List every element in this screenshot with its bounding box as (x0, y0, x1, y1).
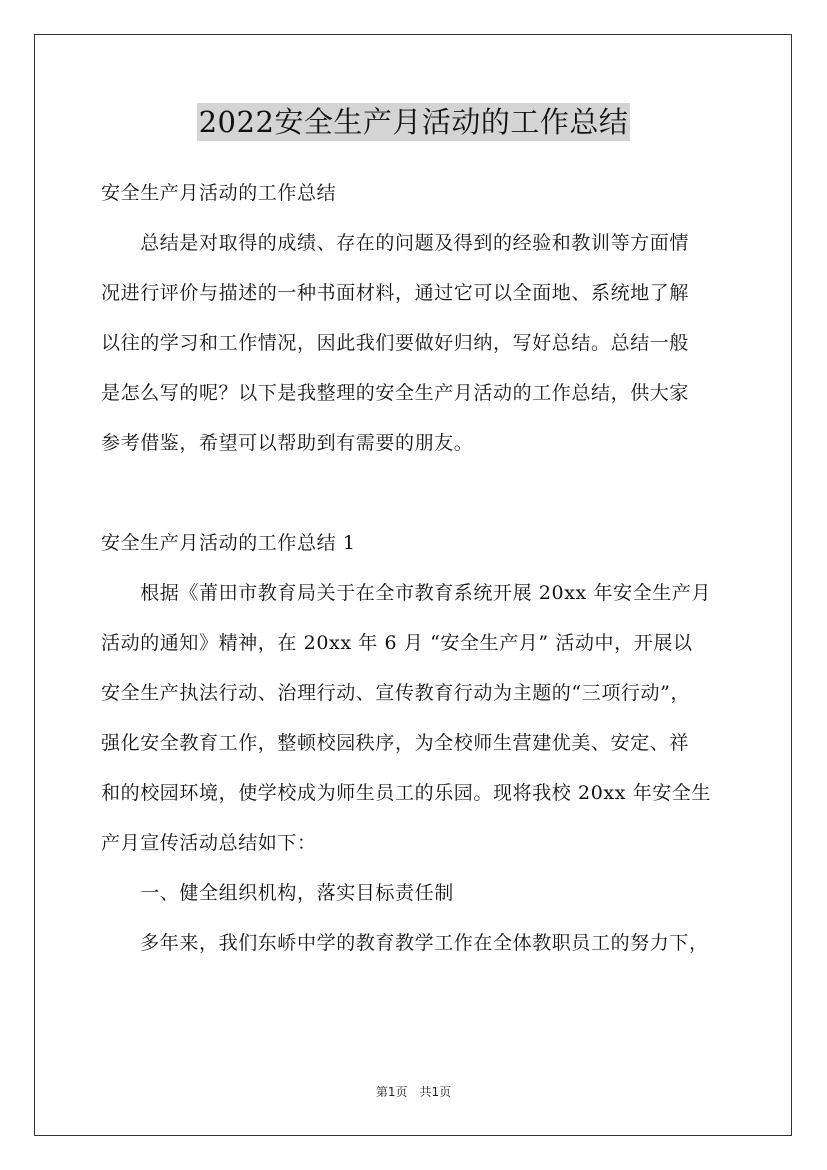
paragraph-line: 以往的学习和工作情况，因此我们要做好归纳，写好总结。总结一般 (101, 332, 690, 354)
document-title (0, 100, 827, 141)
paragraph-line: 是怎么写的呢？以下是我整理的安全生产月活动的工作总结，供大家 (101, 382, 690, 404)
paragraph-line: 根据《莆田市教育局关于在全市教育系统开展 20xx 年安全生产月 (101, 582, 712, 604)
paragraph-line: 强化安全教育工作，整顿校园秩序，为全校师生营建优美、安定、祥 (101, 732, 690, 754)
paragraph-line: 况进行评价与描述的一种书面材料，通过它可以全面地、系统地了解 (101, 282, 690, 304)
paragraph-line: 总结是对取得的成绩、存在的问题及得到的经验和教训等方面情 (101, 232, 690, 254)
page-number-label: 第1页 共1页 (375, 1085, 452, 1099)
document-title-text: 2022安全生产月活动的工作总结 (198, 105, 629, 139)
paragraph-line: 参考借鉴，希望可以帮助到有需要的朋友。 (101, 432, 474, 454)
paragraph-line: 产月宣传活动总结如下： (101, 832, 317, 854)
subtitle: 安全生产月活动的工作总结 (101, 182, 337, 204)
paragraph-line: 和的校园环境，使学校成为师生员工的乐园。现将我校 20xx 年安全生 (101, 782, 712, 804)
paragraph-line: 多年来，我们东峤中学的教育教学工作在全体教职员工的努力下， (101, 932, 709, 954)
section-title: 安全生产月活动的工作总结 1 (101, 532, 356, 554)
subsection-heading: 一、健全组织机构，落实目标责任制 (101, 882, 454, 904)
paragraph-line: 安全生产执法行动、治理行动、宣传教育行动为主题的“三项行动”， (101, 682, 691, 704)
blank-line (101, 468, 729, 518)
page-footer (0, 1083, 827, 1100)
paragraph-line: 活动的通知》精神，在 20xx 年 6 月 “安全生产月” 活动中，开展以 (101, 632, 693, 654)
document-body (101, 168, 729, 968)
